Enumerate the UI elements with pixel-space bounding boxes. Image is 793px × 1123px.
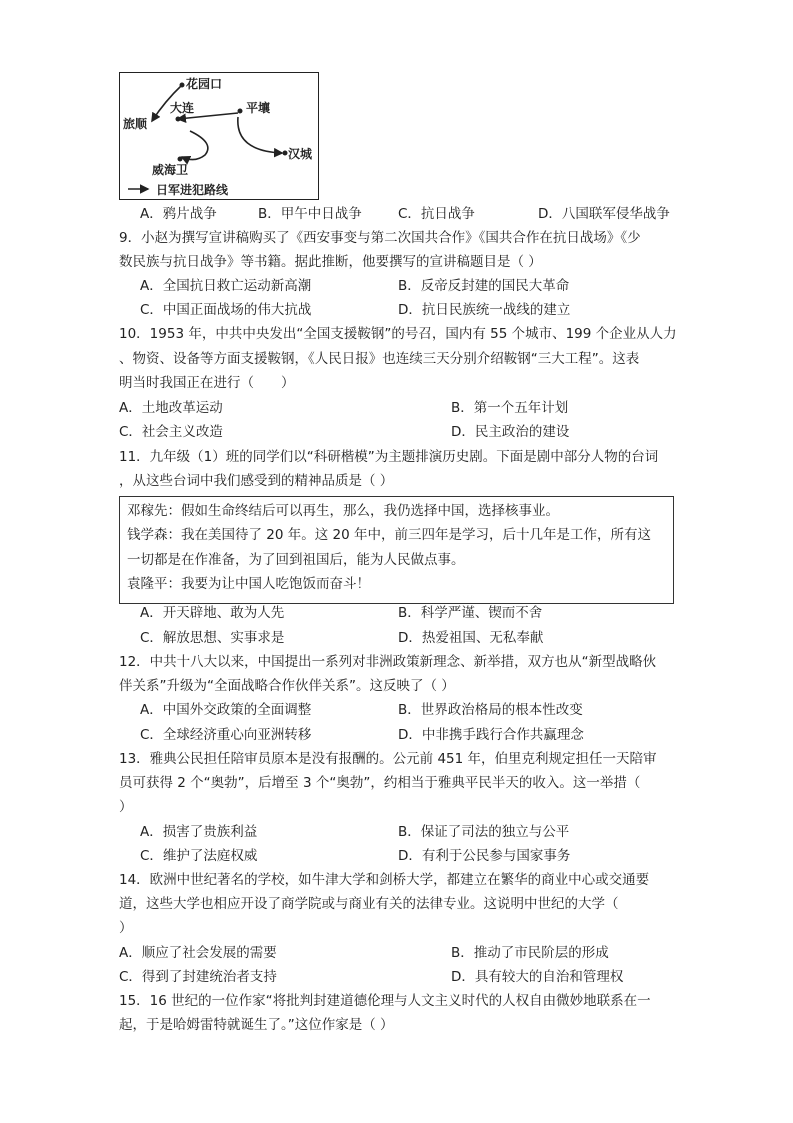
place-dalian: 大连	[170, 101, 195, 115]
q9-option-d: D．抗日民族统一战线的建立	[398, 302, 571, 318]
q11-option-c: C．解放思想、实事求是	[140, 630, 285, 646]
q11-quote-line-4: 袁隆平：我要为让中国人吃饱饭而奋斗！	[127, 576, 370, 592]
q14-option-d: D．具有较大的自治和管理权	[451, 969, 624, 985]
q14-stem-line-3: ）	[119, 920, 133, 936]
q12-option-b: B．世界政治格局的根本性改变	[398, 702, 583, 718]
map-legend: 日军进犯路线	[156, 183, 229, 197]
q10-option-d: D．民主政治的建设	[451, 424, 570, 440]
q13-stem-line-3: ）	[119, 799, 133, 815]
q15-stem-line-1: 15．16 世纪的一位作家“将批判封建道德伦理与人文主义时代的人权自由微妙地联系在一	[119, 993, 651, 1009]
q10-option-a: A．土地改革运动	[119, 400, 223, 416]
q8-option-d: D．八国联军侵华战争	[538, 206, 670, 222]
q12-stem-line-2: 伴关系”升级为“全面战略合作伙伴关系”。这反映了（ ）	[119, 678, 455, 694]
q13-option-c: C．维护了法庭权威	[140, 848, 258, 864]
q13-option-b: B．保证了司法的独立与公平	[398, 824, 570, 840]
place-pyongyang: 平壤	[246, 101, 271, 115]
q10-stem-line-2: 、物资、设备等方面支援鞍钢，《人民日报》也连续三天分别介绍鞍钢“三大工程”。这表	[119, 351, 640, 367]
q10-stem-line-1: 10．1953 年，中共中央发出“全国支援鞍钢”的号召，国内有 55 个城市、199 个企业从人力	[119, 326, 677, 342]
q8-option-a: A．鸦片战争	[140, 206, 217, 222]
q9-option-a: A．全国抗日救亡运动新高潮	[140, 278, 312, 294]
q14-stem-line-1: 14．欧洲中世纪著名的学校，如牛津大学和剑桥大学，都建立在繁华的商业中心或交通要	[119, 872, 650, 888]
q12-option-d: D．中非携手践行合作共赢理念	[398, 727, 584, 743]
q11-stem-line-2: ，从这些台词中我们感受到的精神品质是（ ）	[119, 473, 394, 489]
q8-option-b: B．甲午中日战争	[258, 206, 362, 222]
q10-option-b: B．第一个五年计划	[451, 400, 569, 416]
q12-option-c: C．全球经济重心向亚洲转移	[140, 727, 312, 743]
q9-option-c: C．中国正面战场的伟大抗战	[140, 302, 312, 318]
q9-option-b: B．反帝反封建的国民大革命	[398, 278, 570, 294]
q11-quote-line-1: 邓稼先：假如生命终结后可以再生，那么，我仍选择中国，选择核事业。	[127, 503, 559, 519]
place-lushun: 旅顺	[123, 117, 148, 131]
q8-option-c: C．抗日战争	[398, 206, 475, 222]
place-huayuankou: 花园口	[186, 77, 223, 91]
q11-option-a: A．开天辟地、敢为人先	[140, 605, 285, 621]
q13-stem-line-2: 员可获得 2 个“奥勃”，后增至 3 个“奥勃”，约相当于雅典平民半天的收入。这一举措（	[119, 775, 641, 791]
q9-stem-line-2: 数民族与抗日战争》等书籍。据此推断，他要撰写的宣讲稿题目是（ ）	[119, 254, 542, 270]
q10-option-c: C．社会主义改造	[119, 424, 223, 440]
place-weihaiwei: 威海卫	[152, 163, 189, 177]
q11-quote-line-3: 一切都是在作准备，为了回到祖国后，能为人民做点事。	[127, 552, 465, 568]
q11-option-b: B．科学严谨、锲而不舍	[398, 605, 543, 621]
q10-stem-line-3: 明当时我国正在进行（ ）	[119, 375, 295, 391]
q15-stem-line-2: 起，于是哈姆雷特就诞生了。”这位作家是（ ）	[119, 1017, 394, 1033]
q12-option-a: A．中国外交政策的全面调整	[140, 702, 312, 718]
q14-option-c: C．得到了封建统治者支持	[119, 969, 277, 985]
q13-stem-line-1: 13．雅典公民担任陪审员原本是没有报酬的。公元前 451 年，伯里克利规定担任一天陪审	[119, 751, 657, 767]
q12-stem-line-1: 12．中共十八大以来，中国提出一系列对非洲政策新理念、新举措，双方也从“新型战略伙	[119, 654, 657, 670]
route-map	[119, 72, 319, 200]
q14-option-b: B．推动了市民阶层的形成	[451, 945, 609, 961]
q13-option-a: A．损害了贵族利益	[140, 824, 258, 840]
q9-stem-line-1: 9．小赵为撰写宣讲稿购买了《西安事变与第二次国共合作》《国共合作在抗日战场》《少	[119, 230, 641, 246]
q11-option-d: D．热爱祖国、无私奉献	[398, 630, 544, 646]
q14-option-a: A．顺应了社会发展的需要	[119, 945, 277, 961]
place-hanseong: 汉城	[288, 147, 313, 161]
q11-quote-line-2: 钱学森：我在美国待了 20 年。这 20 年中，前三四年是学习，后十几年是工作，所有这	[127, 527, 652, 543]
q13-option-d: D．有利于公民参与国家事务	[398, 848, 571, 864]
q14-stem-line-2: 道，这些大学也相应开设了商学院或与商业有关的法律专业。这说明中世纪的大学（	[119, 896, 619, 912]
q11-stem-line-1: 11．九年级（1）班的同学们以“科研楷模”为主题排演历史剧。下面是剧中部分人物的台词	[119, 449, 659, 465]
